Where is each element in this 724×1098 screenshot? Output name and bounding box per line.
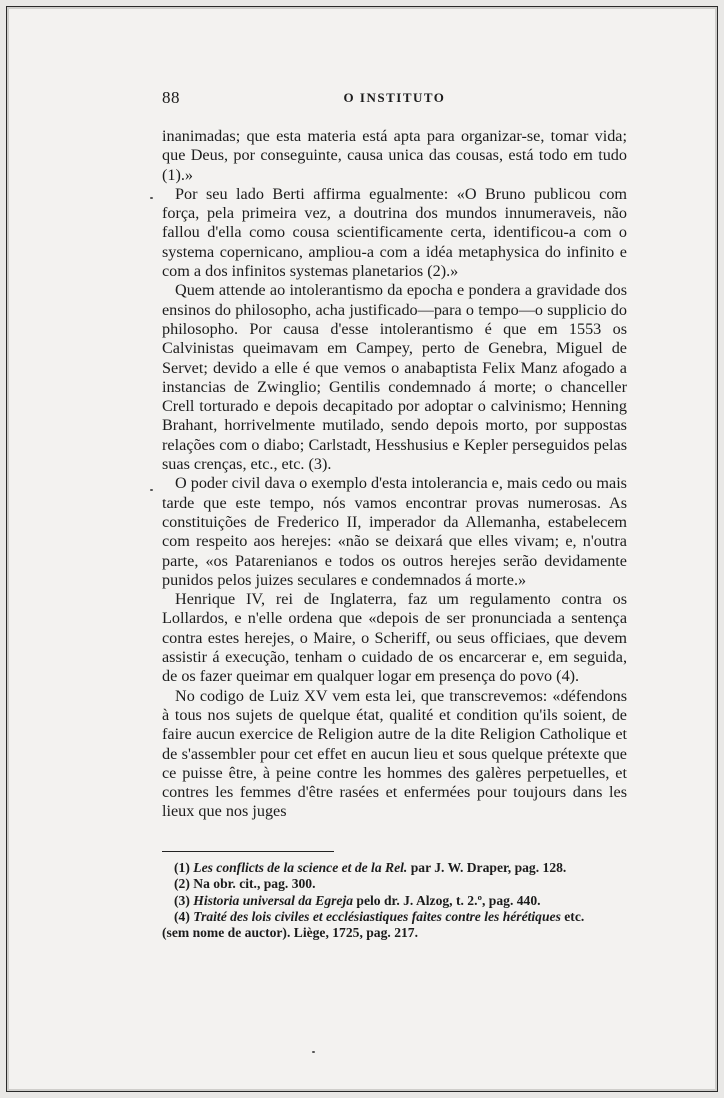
footnote-rest: pelo dr. J. Alzog, t. 2.º, pag. 440. (353, 892, 541, 908)
footnote (162, 909, 627, 925)
footnote (162, 860, 627, 876)
footnotes (162, 860, 627, 941)
paragraph: O poder civil dava o exemplo d'esta intolerancia e, mais cedo ou mais tarde que este tempo, nós vamos encontrar provas numerosas. As constituições de Frederico II, imperador da Allemanha, estabelecem com respeito aos herejes: «não se deixará que elles vivam; e, n'outra parte, «os Patarenianos e todos os outros herejes serão devidamente punidos pelos juizes seculares e condemnados á morte.» (162, 474, 627, 589)
footnote-rest: Na obr. cit., pag. 300. (193, 876, 316, 892)
footnote-title: Les conflicts de la science et de la Rel. (193, 860, 408, 875)
footnote-continuation: (sem nome de auctor). Liège, 1725, pag. 217. (162, 925, 418, 941)
paper-speck (150, 489, 153, 491)
page-header (162, 88, 627, 110)
footnote-marker: (1) (174, 860, 190, 875)
footnote-marker: (4) (174, 908, 190, 924)
footnote-title: Historia universal da Egreja (193, 892, 354, 908)
paragraph: Por seu lado Berti affirma egualmente: «O Bruno publicou com força, pela primeira vez, a doutrina dos mundos innumeraveis, não fallou d'ella como cousa scientificamente certa, identificou-a com o systema copernicano, ampliou-a com a idéa metaphysica do infinito e com a dos infinitos systemas planetarios (2).» (162, 184, 627, 281)
paragraph: Quem attende ao intolerantismo da epocha e pondera a gravidade dos ensinos do philosopho, acha justificado—para o tempo—o supplicio do philosopho. Por causa d'esse intolerantismo é que em 1553 os Calvinistas queimavam em Campey, perto de Genebra, Miguel de Servet; devido a elle é que vemos o anabaptista Felix Manz afogado a instancias de Zwinglio; Gentilis condemnado á morte; o chanceller Crell torturado e depois decapitado por adoptar o calvinismo; Henning Brahant, horrivelmente mutilado, sendo depois morto, por suppostas relações com o diabo; Carlstadt, Hesshusius e Kepler perseguidos pelas suas crenças, etc., etc. (3). (162, 281, 627, 474)
paper-speck (312, 1051, 315, 1053)
paper-speck (150, 197, 153, 199)
footnote-rest: etc. (560, 908, 585, 924)
body-text (162, 127, 627, 822)
footnote (162, 893, 627, 909)
footnote-title: Traité des lois civiles et ecclésiastiques faites contre les hérétiques (193, 908, 561, 924)
footnote-separator (162, 851, 334, 852)
footnote-marker: (3) (174, 892, 190, 908)
footnote (162, 876, 627, 892)
footnote-rest: par J. W. Draper, pag. 128. (407, 860, 567, 875)
page-number: 88 (162, 88, 180, 107)
paragraph: inanimadas; que esta materia está apta para organizar-se, tomar vida; que Deus, por conseguinte, causa unica das cousas, está todo em tudo (1).» (162, 127, 627, 184)
footnote-marker: (2) (174, 876, 190, 892)
running-title: O INSTITUTO (343, 90, 446, 105)
paragraph: No codigo de Luiz XV vem esta lei, que transcrevemos: «défendons à tous nos sujets de quelque état, qualité et condition qu'ils soient, de faire aucun exercice de Religion autre de la dite Religion Catholique et de s'assembler pour cet effet en aucun lieu et sous quelque prétexte que ce puisse être, à peine contre les hommes des galères perpetuelles, et contres les femmes d'être rasées et enfermées pour toujours dans les lieux que nos juges (162, 686, 627, 821)
paragraph: Henrique IV, rei de Inglaterra, faz um regulamento contra os Lollardos, e n'elle ordena que «depois de ser pronunciada a sentença contra estes herejes, o Maire, o Scheriff, ou seus officiaes, que devem assistir á execução, tenham o cuidado de os encarcerar e, em seguida, de os fazer queimar em qualquer logar em presença do povo (4). (162, 590, 627, 686)
